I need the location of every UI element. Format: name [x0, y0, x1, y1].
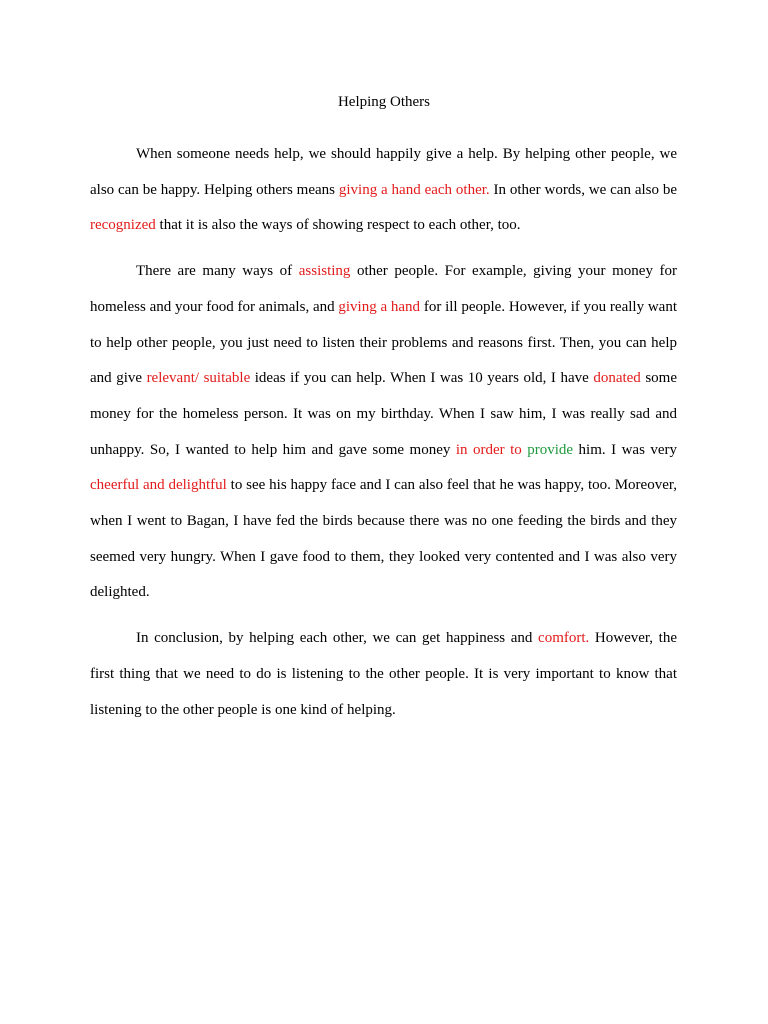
highlighted-phrase-red: cheerful and delightful — [90, 477, 227, 494]
highlighted-phrase-red: comfort. — [538, 630, 590, 647]
highlighted-phrase-red: in order to — [455, 441, 522, 458]
text-run: In conclusion, by helping each other, we can get happiness and — [136, 630, 539, 647]
paragraph-conclusion — [90, 621, 677, 728]
text-run: other people. For example, giving your money for homeless and your food for animals, and — [90, 263, 677, 315]
text-run: There are many ways of — [136, 263, 299, 280]
text-run: However, the first thing that we need to do is listening to the other people. It is very important to know that listening to the other people is one kind of helping. — [90, 630, 677, 718]
text-run: him. I was very — [573, 441, 678, 458]
text-run: When someone needs help, we should happily give a help. By helping other people, we also can be happy. Helping others means — [90, 146, 677, 198]
document-body — [90, 137, 677, 738]
paragraph-intro — [90, 137, 677, 244]
highlighted-phrase-green: provide — [527, 441, 574, 458]
text-run: ideas if you can help. When I was 10 years old, I have — [250, 370, 594, 387]
text-run: In other words, we can also be — [489, 181, 677, 198]
text-run: some money for the homeless person. It was on my birthday. When I saw him, I was really sad and unhappy. So, I wanted to help him and gave some money — [90, 370, 678, 458]
highlighted-phrase-red: giving a hand — [338, 298, 421, 315]
text-run: that it is also the ways of showing respect to each other, too. — [155, 217, 521, 234]
highlighted-phrase-red: giving a hand each other. — [338, 181, 490, 198]
highlighted-phrase-red: recognized — [90, 217, 156, 234]
highlighted-phrase-red: relevant/ suitable — [146, 370, 251, 387]
highlighted-phrase-red: assisting — [298, 263, 351, 280]
text-run: for ill people. However, if you really want to help other people, you just need to listen their problems and reasons first. Then, you can help and give — [90, 298, 677, 387]
paragraph-examples — [90, 254, 677, 611]
document-title: Helping Others — [337, 94, 431, 110]
highlighted-phrase-red: donated — [593, 370, 641, 387]
text-run: to see his happy face and I can also feel that he was happy, too. Moreover, when I went to Bagan, I have fed the birds because there was no one feeding the birds and they seemed very hungry. When I gave food to them, they looked very contented and I was also very delighted. — [90, 477, 677, 601]
